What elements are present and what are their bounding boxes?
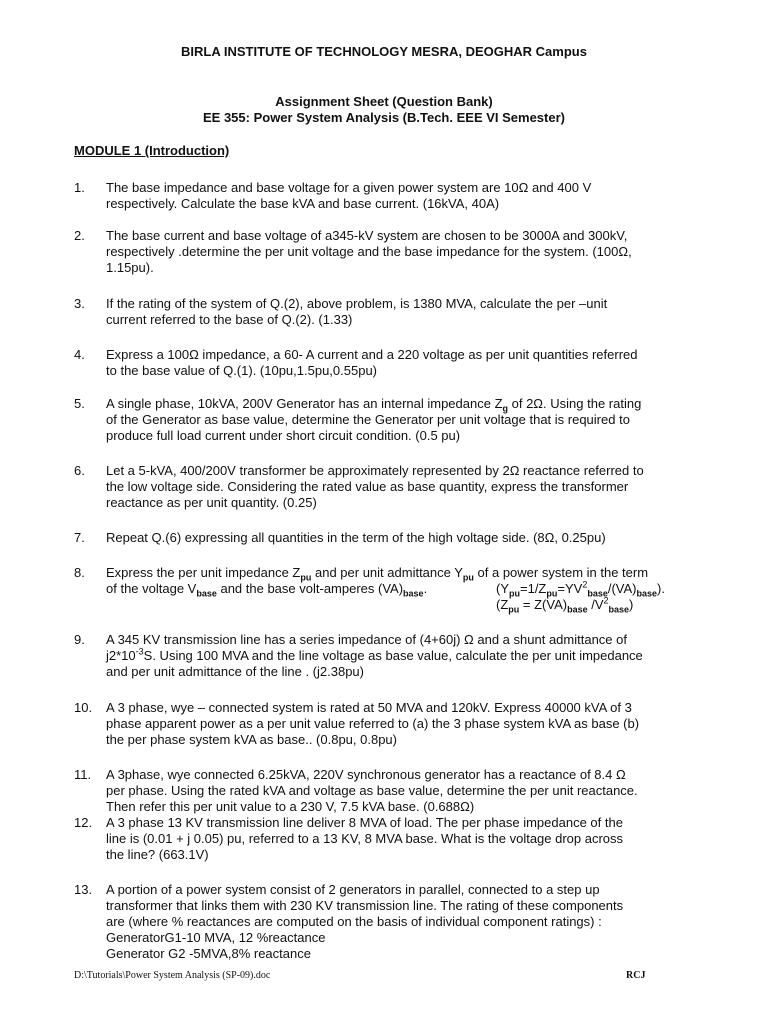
question-text: respectively. Calculate the base kVA and base current. (16kVA, 40A) bbox=[106, 196, 500, 211]
institute-title: BIRLA INSTITUTE OF TECHNOLOGY MESRA, DEOGHAR Campus bbox=[181, 44, 587, 59]
question-text: of the Generator as base value, determine the Generator per unit voltage that is required to bbox=[106, 412, 630, 427]
question-text: and per unit admittance of the line . (j2.38pu) bbox=[106, 664, 364, 679]
question-7 bbox=[74, 530, 694, 546]
question-text: Repeat Q.(6) expressing all quantities in the term of the high voltage side. (8Ω, 0.25pu) bbox=[106, 530, 606, 545]
module-heading: MODULE 1 (Introduction) bbox=[74, 143, 230, 158]
question-text: Express the per unit impedance $Z_{pu}$ and per unit admittance $Y_{pu}$ of a power system in the term bbox=[106, 565, 649, 583]
question-12 bbox=[74, 815, 694, 863]
question-text: produce full load current under short circuit condition. (0.5 pu) bbox=[106, 428, 461, 443]
question-text: line is (0.01 + j 0.05) pu, referred to a 13 KV, 8 MVA base. What is the voltage drop across bbox=[106, 831, 624, 846]
question-number: 8. bbox=[74, 565, 85, 580]
question-text: are (where % reactances are computed on the basis of individual component ratings) : bbox=[106, 914, 602, 929]
question-text: reactance as per unit quantity. (0.25) bbox=[106, 495, 317, 510]
question-2 bbox=[74, 228, 694, 276]
footer-file-path: D:\Tutorials\Power System Analysis (SP-09).doc bbox=[74, 970, 271, 981]
footer-initials: RCJ bbox=[626, 970, 646, 981]
question-number: 13. bbox=[74, 882, 93, 897]
question-number: 9. bbox=[74, 632, 85, 647]
question-10 bbox=[74, 700, 694, 748]
question-text: the low voltage side. Considering the rated value as base quantity, express the transformer bbox=[106, 479, 629, 494]
question-text: Generator G2 -5MVA,8% reactance bbox=[106, 946, 311, 961]
question-11 bbox=[74, 767, 694, 815]
question-number: 11. bbox=[74, 767, 92, 782]
question-1 bbox=[74, 180, 694, 212]
question-text: phase apparent power as a per unit value referred to (a) the 3 phase system kVA as base (b) bbox=[106, 716, 640, 731]
question-9 bbox=[74, 632, 694, 680]
question-6 bbox=[74, 463, 694, 511]
question-text: A 3phase, wye connected 6.25kVA, 220V synchronous generator has a reactance of 8.4 Ω bbox=[106, 767, 626, 782]
question-text: transformer that links them with 230 KV transmission line. The rating of these components bbox=[106, 898, 624, 913]
answer-formula-2: ($Z_{pu} = Z(VA)_{base}$ $/V^2_{base}$) bbox=[496, 595, 634, 615]
question-number: 10. bbox=[74, 700, 93, 715]
question-text: respectively .determine the per unit voltage and the base impedance for the system. (100Ω, bbox=[106, 244, 632, 259]
question-text: The base impedance and base voltage for a given power system are 10Ω and 400 V bbox=[106, 180, 592, 195]
question-text: the per phase system kVA as base.. (0.8pu, 0.8pu) bbox=[106, 732, 397, 747]
question-4 bbox=[74, 347, 694, 379]
question-text: $j2*10^{-3}S$. Using 100 MVA and the line voltage as base value, calculate the per unit impedance bbox=[106, 646, 643, 663]
question-text: Let a 5-kVA, 400/200V transformer be approximately represented by 2Ω reactance referred to bbox=[106, 463, 644, 478]
question-5 bbox=[74, 396, 694, 444]
question-text: A single phase, 10kVA, 200V Generator has an internal impedance $Z_g$ of 2Ω. Using the rating bbox=[106, 396, 642, 414]
course-title: EE 355: Power System Analysis (B.Tech. EEE VI Semester) bbox=[203, 110, 565, 125]
question-text: Then refer this per unit value to a 230 V, 7.5 kVA base. (0.688Ω) bbox=[106, 799, 475, 814]
question-text: current referred to the base of Q.(2). (1.33) bbox=[106, 312, 353, 327]
question-text: A 3 phase, wye – connected system is rated at 50 MVA and 120kV. Express 40000 kVA of 3 bbox=[106, 700, 632, 715]
question-13 bbox=[74, 882, 694, 962]
question-number: 6. bbox=[74, 463, 85, 478]
question-number: 5. bbox=[74, 396, 85, 411]
question-text: the line? (663.1V) bbox=[106, 847, 209, 862]
question-number: 7. bbox=[74, 530, 85, 545]
question-text: A 345 KV transmission line has a series impedance of (4+60j) Ω and a shunt admittance of bbox=[106, 632, 627, 647]
question-number: 4. bbox=[74, 347, 85, 362]
answer-formula-1: $(Y_{pu}=1/Z_{pu}=YV^2_{base}/(VA)_{base})$. bbox=[496, 579, 665, 599]
question-text: 1.15pu). bbox=[106, 260, 154, 275]
question-text: If the rating of the system of Q.(2), above problem, is 1380 MVA, calculate the per –unit bbox=[106, 296, 608, 311]
question-text: A portion of a power system consist of 2 generators in parallel, connected to a step up bbox=[106, 882, 600, 897]
question-text: A 3 phase 13 KV transmission line deliver 8 MVA of load. The per phase impedance of the bbox=[106, 815, 623, 830]
answer-formula-2-row bbox=[106, 597, 694, 613]
question-text: GeneratorG1-10 MVA, 12 %reactance bbox=[106, 930, 326, 945]
question-text: of the voltage $V_{base}$ and the base volt-amperes $(VA)_{base}$. $(Y_{pu}=1/Z_{pu}=YV^2_{base}/(VA)_{base})$. bbox=[106, 579, 665, 599]
question-number: 12. bbox=[74, 815, 93, 830]
question-text: Express a 100Ω impedance, a 60- A current and a 220 voltage as per unit quantities referred bbox=[106, 347, 638, 362]
question-text: to the base value of Q.(1). (10pu,1.5pu,0.55pu) bbox=[106, 363, 378, 378]
question-text: per phase. Using the rated kVA and voltage as base value, determine the per unit reactance. bbox=[106, 783, 638, 798]
question-text: The base current and base voltage of a345-kV system are chosen to be 3000A and 300kV, bbox=[106, 228, 628, 243]
question-3 bbox=[74, 296, 694, 328]
question-8 bbox=[74, 565, 694, 613]
question-number: 3. bbox=[74, 296, 85, 311]
question-number: 2. bbox=[74, 228, 85, 243]
question-number: 1. bbox=[74, 180, 85, 195]
sheet-title: Assignment Sheet (Question Bank) bbox=[275, 94, 493, 109]
